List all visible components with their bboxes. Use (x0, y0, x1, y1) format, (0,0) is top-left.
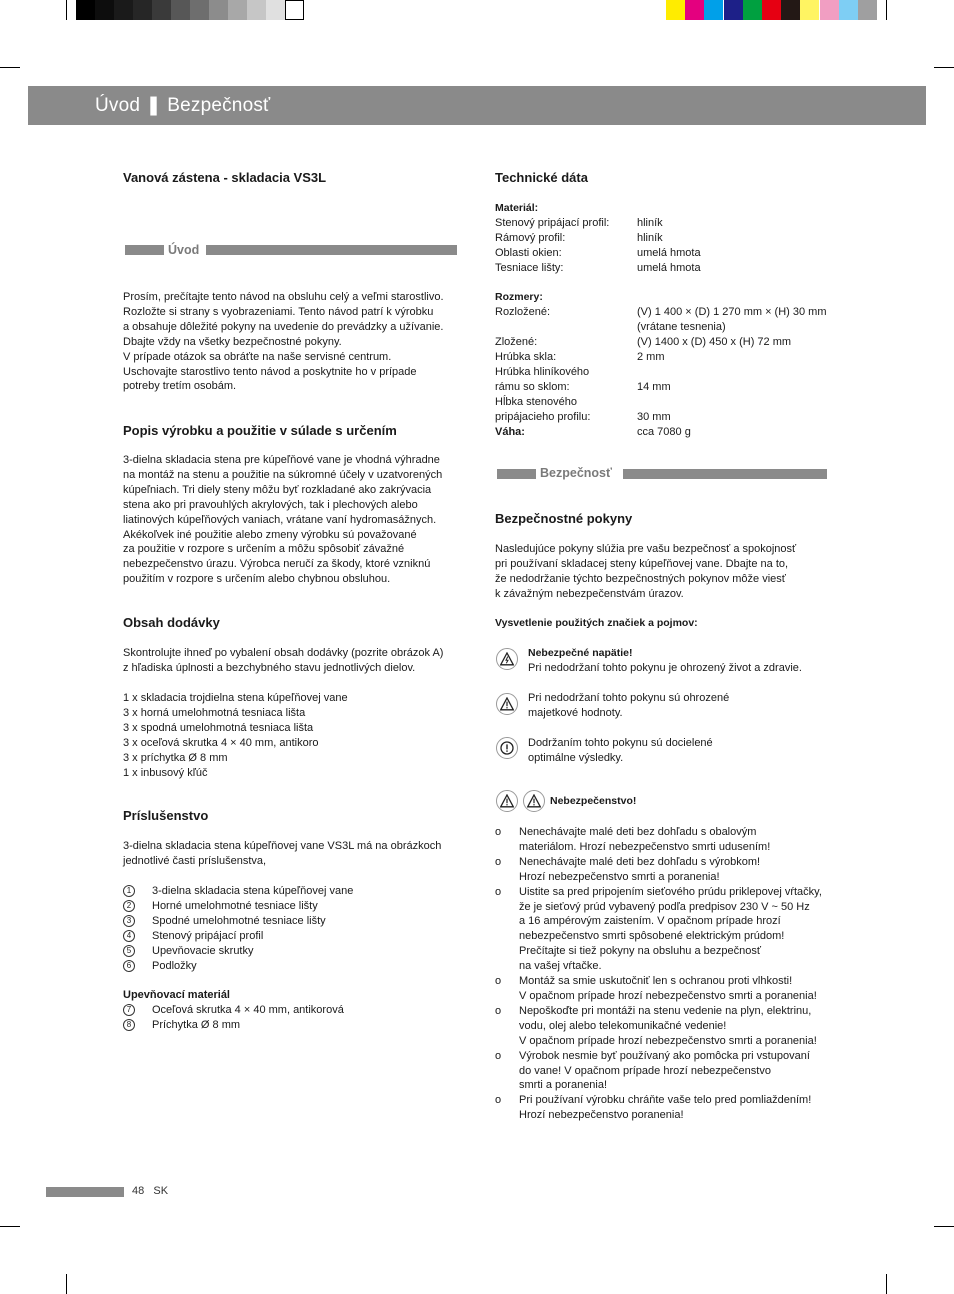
color-swatch (133, 0, 152, 20)
color-swatch (743, 0, 762, 20)
item-text: Upevňovacie skrutky (152, 944, 254, 957)
exclamation-circle-icon (496, 737, 518, 759)
text-line: Montáž sa smie uskutočniť len s ochranou proti vlhkosti! (519, 975, 793, 988)
section-bar (125, 245, 164, 255)
list-item (123, 1003, 473, 1018)
spec-row (495, 261, 855, 276)
spec-row (495, 335, 855, 350)
spec-label: Hĺbka stenového (495, 395, 577, 408)
color-swatch (266, 0, 285, 20)
danger-list-item (495, 1093, 855, 1123)
item-number-circle: 3 (123, 915, 135, 927)
text-line: optimálne výsledky. (528, 751, 624, 764)
color-swatch (839, 0, 858, 20)
text-line: na vašej vŕtačke. (519, 960, 602, 973)
color-swatch (209, 0, 228, 20)
text-line: z hľadiska úplnosti a bezchybného stavu jednotlivých dielov. (123, 661, 416, 674)
tech-data (495, 201, 855, 439)
danger-list (495, 825, 855, 1123)
danger-list-item (495, 974, 855, 1004)
text-line: stena ako pri pravouhlých akrylových, tak i plechových alebo (123, 498, 418, 511)
upev-section (123, 988, 473, 1033)
list-item (123, 1018, 473, 1033)
vysvetlenie-heading: Vysvetlenie použitých značiek a pojmov: (495, 617, 698, 629)
text-line: Hrozí nebezpečenstvo smrti a poranenia! (519, 870, 720, 883)
text-line: V opačnom prípade hrozí nebezpečenstvo smrti a poranenia! (519, 989, 817, 1002)
section-label-bezpecnost: Bezpečnosť (540, 466, 612, 480)
obsah-text (123, 646, 473, 676)
list-item (123, 929, 473, 944)
text-line: Dodržaním tohto pokynu sú docielené (528, 737, 713, 749)
text-line: vodu, olej alebo telekomunikačné vedenie! (519, 1019, 727, 1032)
popis-section (123, 423, 473, 439)
text-line: Nepoškoďte pri montáži na stenu vedenie na plyn, elektrinu, (519, 1004, 812, 1017)
product-title: Vanová zástena - skladacia VS3L (123, 170, 327, 185)
spec-value: (V) 1400 x (D) 450 x (H) 72 mm (637, 336, 792, 349)
prisl-section (123, 808, 473, 824)
left-column (123, 170, 468, 186)
text-line: Nenechávajte malé deti bez dohľadu s obalovým (519, 826, 757, 838)
obsah-list (123, 691, 473, 780)
warning-triangle-icon (496, 790, 518, 812)
text-line: potreby tretím osobám. (123, 380, 237, 393)
item-number-circle: 4 (123, 930, 135, 942)
text-line: majetkové hodnoty. (528, 706, 623, 719)
spec-label: Tesniace lišty: (495, 261, 564, 274)
text-line: Výrobok nesmie byť používaný ako pomôcka pri vstupovaní (519, 1049, 810, 1062)
language-code: SK (153, 1185, 169, 1197)
spec-row (495, 305, 855, 320)
item-text: Spodné umelohmotné tesniace lišty (152, 914, 326, 927)
text-line: použitím v rozpore s určením alebo chybnou obsluhou. (123, 573, 391, 586)
crop-mark (0, 67, 20, 68)
list-item (123, 944, 473, 959)
spec-row (495, 365, 855, 380)
spec-row (495, 410, 855, 425)
section-bar (497, 469, 536, 479)
page-number: 48 (132, 1185, 145, 1197)
crop-mark (66, 1274, 67, 1294)
spec-label: Hrúbka skla: (495, 351, 557, 364)
color-swatch (704, 0, 723, 20)
text-line: a 16 ampérovým zaistením. V opačnom prípade hrozí (519, 915, 781, 928)
spec-value: hliník (637, 216, 663, 229)
spec-row (495, 350, 855, 365)
sign-voltage-text (528, 646, 848, 676)
footer-bar (46, 1187, 124, 1197)
page-title: Úvod ❚ Bezpečnosť (95, 95, 271, 116)
section-bar (623, 469, 827, 479)
text-line: 3 x spodná umelohmotná tesniaca lišta (123, 721, 314, 734)
text-line: 1 x inbusový kľúč (123, 766, 208, 779)
spec-value: 14 mm (637, 380, 671, 393)
prisl-text (123, 839, 473, 869)
tech-section (495, 170, 855, 186)
danger-list-item (495, 1049, 855, 1094)
text-line: Pri nedodržaní tohto pokynu sú ohrozené (528, 692, 730, 704)
spec-value: umelá hmota (637, 246, 701, 259)
crop-mark (0, 1226, 20, 1227)
danger-list-item (495, 855, 855, 885)
warning-voltage-icon (496, 648, 518, 670)
text-line: V opačnom prípade hrozí nebezpečenstvo smrti a poranenia! (519, 1034, 817, 1047)
list-item (123, 959, 473, 974)
bullet-marker: o (495, 855, 502, 868)
text-line: Uschovajte starostlivo tento návod a poskytnite ho v prípade (123, 365, 417, 378)
text-line: Hrozí nebezpečenstvo poranenia! (519, 1109, 684, 1122)
spec-label: Rámový profil: (495, 231, 566, 244)
item-number-circle: 7 (123, 1004, 135, 1016)
item-number-circle: 5 (123, 945, 135, 957)
item-number-circle: 1 (123, 885, 135, 897)
item-text: Stenový pripájací profil (152, 929, 264, 942)
color-swatch (228, 0, 247, 20)
list-item (123, 884, 473, 899)
text-line: a obsahuje dôležité pokyny na uvedenie do prevádzky a užívanie. (123, 320, 444, 333)
text-line: liatinových kúpeľňových vaniach, vrátane vaní hydromasážnych. (123, 513, 437, 526)
color-swatch (76, 0, 95, 20)
color-swatch (190, 0, 209, 20)
text-line: nebezpečenstvo smrti spôsobené elektrickým prúdom! (519, 930, 785, 943)
text-line: pri používaní skladacej steny kúpeľňovej vane. Dbajte na to, (495, 557, 789, 570)
section-heading: Bezpečnostné pokyny (495, 511, 633, 526)
item-text: Podložky (152, 959, 197, 972)
text-line: že je sieťový prúd vybavený podľa predpisov 230 V ~ 50 Hz (519, 900, 810, 913)
spec-row (495, 246, 855, 261)
crop-mark (934, 1226, 954, 1227)
section-heading: Obsah dodávky (123, 615, 220, 630)
spec-label: Stenový pripájací profil: (495, 216, 610, 229)
bullet-marker: o (495, 1004, 502, 1017)
spec-value: (vrátane tesnenia) (637, 321, 726, 334)
item-text: Príchytka Ø 8 mm (152, 1018, 241, 1031)
spec-label: Oblasti okien: (495, 246, 562, 259)
text-line: že nedodržanie týchto bezpečnostných pokynov môže viesť (495, 572, 786, 585)
spec-label: Zložené: (495, 336, 538, 349)
color-swatch (858, 0, 877, 20)
text-line: k závažným nebezpečenstvám úrazov. (495, 587, 684, 600)
bullet-marker: o (495, 1049, 502, 1062)
danger-heading: Nebezpečenstvo! (550, 795, 637, 807)
list-item (123, 914, 473, 929)
vaha-value: cca 7080 g (637, 425, 691, 438)
spec-value: 30 mm (637, 410, 671, 423)
sign-description: Pri nedodržaní tohto pokynu je ohrozený život a zdravie. (528, 661, 802, 674)
section-heading: Popis výrobku a použitie v súlade s určením (123, 423, 397, 438)
text-line: kúpeľniach. Tri diely steny môžu byť rozkladané ako zakrývacia (123, 483, 432, 496)
color-swatch (114, 0, 133, 20)
item-number-circle: 8 (123, 1019, 135, 1031)
danger-list-item (495, 825, 855, 855)
spec-label: Hrúbka hliníkového (495, 365, 590, 378)
vaha-label: Váha: (495, 425, 525, 438)
spec-row (495, 380, 855, 395)
grayscale-color-bar (76, 0, 304, 20)
section-bar (206, 245, 457, 255)
color-swatch (247, 0, 266, 20)
text-line: 3-dielna skladacia stena pre kúpeľňové vane je vhodná výhradne (123, 454, 440, 466)
text-line: jednotlivé časti príslušenstva, (123, 854, 267, 867)
text-line: 1 x skladacia trojdielna stena kúpeľňovej vane (123, 692, 348, 704)
text-line: V prípade otázok sa obráťte na naše servisné centrum. (123, 350, 392, 363)
spec-row (495, 231, 855, 246)
crop-mark (66, 0, 67, 20)
page-footer (132, 1185, 168, 1197)
text-line: 3 x príchytka Ø 8 mm (123, 751, 228, 764)
subheading: Upevňovací materiál (123, 989, 230, 1001)
spec-row (495, 395, 855, 410)
text-line: smrti a poranenia! (519, 1079, 608, 1092)
spec-label: rámu so sklom: (495, 380, 570, 393)
bullet-marker: o (495, 885, 502, 898)
text-line: Akékoľvek iné použitie alebo zmeny výrobku sú považované (123, 528, 417, 541)
text-line: Pri používaní výrobku chráňte vaše telo pred pomliaždením! (519, 1094, 812, 1107)
item-number-circle: 2 (123, 900, 135, 912)
item-text: Horné umelohmotné tesniace lišty (152, 899, 318, 912)
color-swatch (666, 0, 685, 20)
pokyny-section (495, 511, 855, 527)
section-heading: Príslušenstvo (123, 808, 209, 823)
popis-text (123, 453, 473, 587)
sign-property-text (528, 691, 848, 721)
list-item (123, 899, 473, 914)
color-swatch (820, 0, 839, 20)
text-line: Nenechávajte malé deti bez dohľadu s výrobkom! (519, 855, 761, 868)
spec-label: Rozložené: (495, 306, 551, 319)
color-swatch (95, 0, 114, 20)
text-line: Nasledujúce pokyny slúžia pre vašu bezpečnosť a spokojnosť (495, 543, 797, 555)
obsah-section (123, 615, 473, 631)
color-swatch (152, 0, 171, 20)
bullet-marker: o (495, 975, 502, 988)
text-line: 3 x oceľová skrutka 4 × 40 mm, antikoro (123, 736, 319, 749)
spec-row (495, 216, 855, 231)
color-swatch (171, 0, 190, 20)
color-calibration-bar (666, 0, 878, 20)
text-line: Uistite sa pred pripojením sieťového prúdu priklepovej vŕtačky, (519, 885, 822, 898)
pokyny-text (495, 542, 855, 602)
text-line: nebezpečenstvo úrazu. Výrobca neručí za škody, ktoré vzniknú (123, 558, 431, 571)
spec-value: (V) 1 400 × (D) 1 270 mm × (H) 30 mm (637, 306, 827, 319)
crop-mark (886, 1274, 887, 1294)
text-line: Skontrolujte ihneď po vybalení obsah dodávky (pozrite obrázok A) (123, 647, 444, 659)
text-line: za použitie v rozpore s určením a môžu spôsobiť závažné (123, 543, 405, 556)
prisl-list (123, 884, 473, 973)
warning-triangle-icon (496, 693, 518, 715)
color-swatch (800, 0, 819, 20)
item-text: 3-dielna skladacia stena kúpeľňovej vane (152, 885, 354, 897)
bullet-marker: o (495, 1094, 502, 1107)
color-swatch (781, 0, 800, 20)
spec-value: hliník (637, 231, 663, 244)
material-label: Materiál: (495, 202, 539, 214)
section-heading: Technické dáta (495, 170, 588, 185)
text-line: Prosím, prečítajte tento návod na obsluhu celý a veľmi starostlivo. (123, 291, 444, 303)
bullet-marker: o (495, 826, 502, 838)
sign-title: Nebezpečné napätie! (528, 647, 633, 659)
danger-list-item (495, 885, 855, 974)
warning-triangle-icon (523, 790, 545, 812)
text-line: 3 x horná umelohmotná tesniaca lišta (123, 706, 306, 719)
text-line: 3-dielna skladacia stena kúpeľňovej vane VS3L má na obrázkoch (123, 840, 442, 852)
text-line: na montáž na stenu a použitie na súkromné účely v uzatvorených (123, 468, 443, 481)
danger-list-item (495, 1004, 855, 1049)
spec-value: umelá hmota (637, 261, 701, 274)
crop-mark (934, 67, 954, 68)
text-line: do vane! V opačnom prípade hrozí nebezpečenstvo (519, 1064, 771, 1077)
section-label-uvod: Úvod (168, 243, 200, 257)
rozmery-label: Rozmery: (495, 291, 543, 304)
sign-result-text (528, 736, 848, 766)
spec-value: 2 mm (637, 351, 665, 364)
spec-label: pripájacieho profilu: (495, 410, 591, 423)
text-line: Prečítajte si tiež pokyny na obsluhu a bezpečnosť (519, 945, 761, 958)
text-line: materiálom. Hrozí nebezpečenstvo smrti udusením! (519, 840, 771, 853)
text-line: Dbajte vždy na všetky bezpečnostné pokyny. (123, 335, 342, 348)
crop-mark (886, 0, 887, 20)
item-text: Oceľová skrutka 4 × 40 mm, antikorová (152, 1003, 344, 1016)
spec-row (495, 320, 855, 335)
color-swatch (762, 0, 781, 20)
intro-text (123, 290, 473, 394)
color-swatch (285, 0, 304, 20)
spec-row (495, 425, 855, 440)
item-number-circle: 6 (123, 960, 135, 972)
color-swatch (685, 0, 704, 20)
color-swatch (724, 0, 743, 20)
text-line: Rozložte si strany s vyobrazeniami. Tento návod patrí k výrobku (123, 305, 434, 318)
